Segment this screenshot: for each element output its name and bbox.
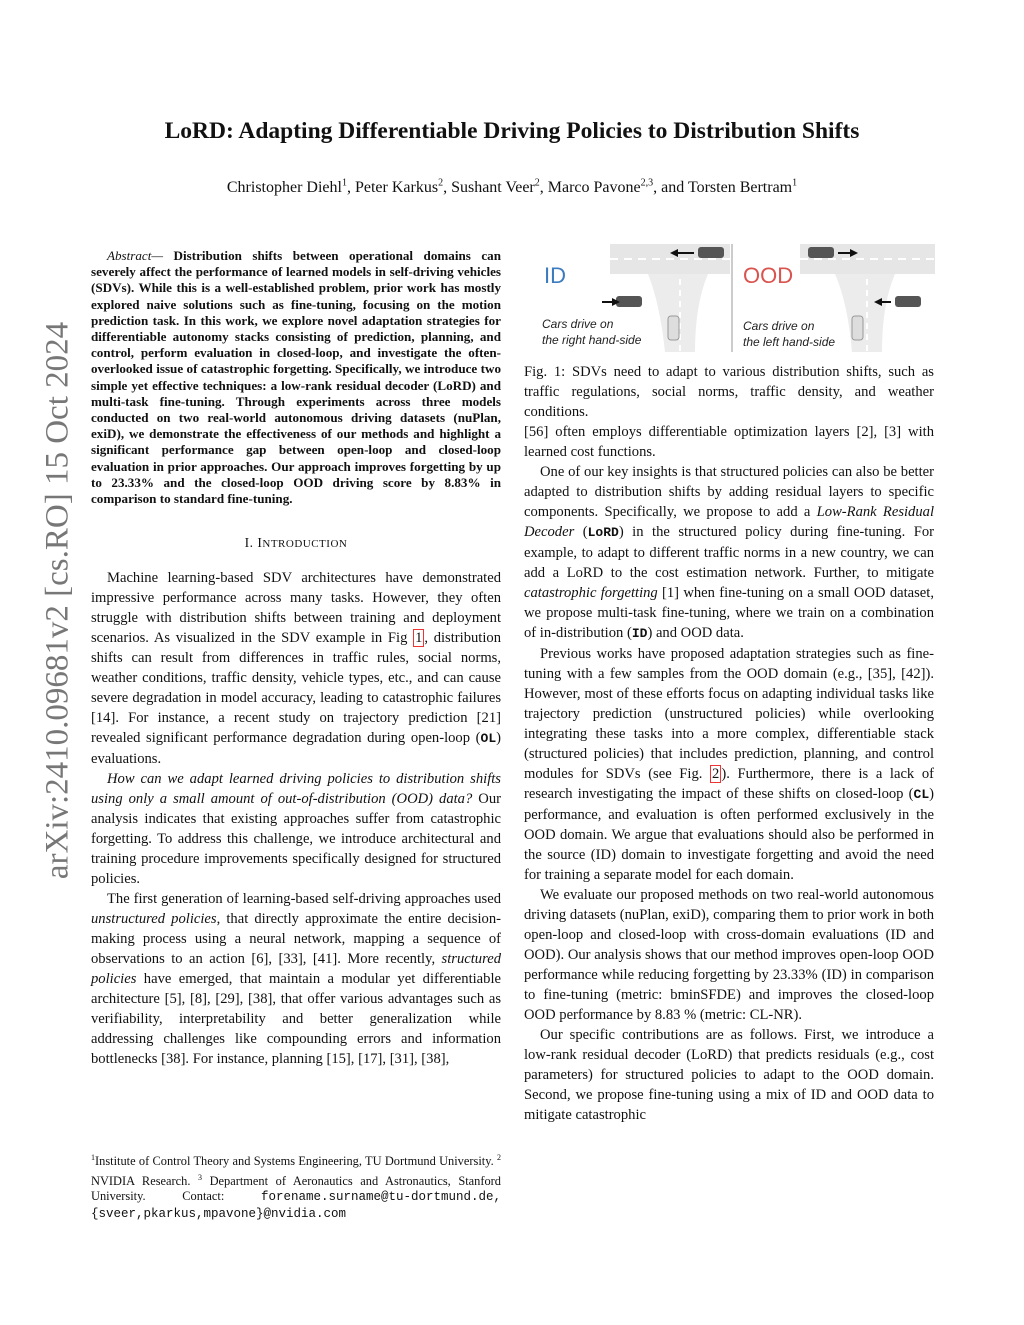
author: Christopher Diehl$^1$,: [226, 178, 355, 197]
figure-annotation-right: Cars drive on the left hand-side: [743, 319, 836, 349]
figure-label-id: ID: [544, 263, 566, 288]
intro-paragraph-2: How can we adapt learned driving policies to distribution shifts using only a small amount of out-of-distribution (OOD) data? Our analysis indicates that existing approaches suffer from catastrophic forgetting. To address this challenge, we introduce architectural and training procedure improvements specifically designed for structured policies.: [91, 771, 501, 888]
road-junction: [648, 274, 708, 352]
car: [808, 247, 834, 258]
intro-paragraph-1: Machine learning-based SDV architectures have demonstrated impressive performance across many tasks. However, they often struggle with distribution shifts between training and deployment scenarios. As visualized in the SDV example in Fig 1 , distribution shifts can result from differences in traffic rules, social norms, weather conditions, traffic density, vehicle types, etc., and can cause severe degradation in model accuracy, leading to catastrophic failures [14]. For instance, a recent study on trajectory prediction [21] revealed significant performance degradation during open-loop (OL) evaluations.: [91, 570, 501, 768]
ego-car: [668, 316, 679, 340]
abstract: Abstract— Distribution shifts between operational domains can severely affect the performance of learned models in self-driving vehicles (SDVs). While this is a well-established problem, prior work has mostly explored naive solutions such as fine-tuning, focusing on the motion prediction task. In this work, we explore novel adaptation strategies for differentiable autonomy stacks consisting of prediction, planning, and control, perform evaluation in closed-loop, and investigate the often-overlooked issue of catastrophic forgetting. Specifically, we introduce two simple yet effective techniques: a low-rank residual decoder (LoRD) and multi-task fine-tuning. Through experiments across three models conducted on two real-world autonomous driving datasets (nuPlan, exiD), we demonstrate the effectiveness of our methods and highlight a significant performance gap between open-loop and closed-loop evaluation in prior approaches. Our approach improves forgetting by up to 23.33% and the closed-loop OOD driving score by 8.83% in comparison to standard fine-tuning.: [91, 248, 501, 507]
contact-email[interactable]: forename.surname@tu-dortmund.de, {sveer,pkarkus,mpavone}@nvidia.com: [91, 1190, 501, 1221]
intro-paragraph-3: The first generation of learning-based self-driving approaches used unstructured policies, that directly approximate the entire decision-making process using a neural network, mapping a sequence of observations to an action [6], [33], [41]. More recently, structured policies have emerged, that maintain a modular yet differentiable architecture [5], [8], [29], [38], that offer various advantages such as verifiability, interpretability and better generalization while addressing challenges like compounding errors and information bottlenecks [38]. For instance, planning [15], [17], [31], [38],: [91, 891, 501, 1068]
left-column: [91, 248, 501, 1069]
figure-annotation-left: Cars drive on the right hand-side: [542, 317, 642, 347]
author: Peter Karkus$^2$,: [354, 178, 452, 197]
right-paragraph-0: [56] often employs differentiable optimization layers [2], [3] with learned cost functions.: [524, 424, 934, 460]
right-paragraph-1: One of our key insights is that structured policies can also be better adapted to distribution shifts by adding residual layers to specific components. Specifically, we propose to add a Low-Rank Residual Decoder (LoRD) in the structured policy during fine-tuning. For example, to adapt to different traffic norms in a new country, we can add a LoRD to the cost estimation network. Further, to mitigate catastrophic forgetting [1] when fine-tuning on a small OOD dataset, we propose multi-task fine-tuning, where we train on a combination of in-distribution (ID) and OOD data.: [524, 464, 934, 641]
road-junction: [835, 274, 895, 352]
footnote: $^1$Institute of Control Theory and Systems Engineering, TU Dortmund University. $^2$ NVIDIA Research. $^3$ Department of Aeronautics and Astronautics, Stanford University. Contact: forename.surname@tu-dortmund.de, {sveer,pkarkus,mpavone}@nvidia.com: [91, 1153, 501, 1221]
figure-caption: Fig. 1: SDVs need to adapt to various distribution shifts, such as traffic regulations, social norms, traffic density, and weather conditions.: [524, 364, 934, 420]
figure-1: [530, 244, 935, 352]
figure-label-ood: OOD: [743, 263, 794, 288]
section-heading: I. INTRODUCTION: [244, 535, 348, 551]
right-paragraph-3: We evaluate our proposed methods on two real-world autonomous driving datasets (nuPlan, exiD), comparing them to prior work in both open-loop and closed-loop with cross-domain evaluations (ID and OOD). Our analysis shows that our method improves open-loop OOD performance while reducing forgetting by 23.33% (ID) in comparison to fine-tuning (metric: bminSFDE) and improves the closed-loop OOD performance by 8.83 % (metric: CL-NR).: [524, 887, 934, 1023]
author-list: [0, 178, 1024, 197]
car: [616, 296, 642, 307]
right-paragraph-2: Previous works have proposed adaptation strategies such as fine-tuning with a few samples from the OOD domain (e.g., [35], [42]). However, most of these efforts focus on adapting individual tasks like trajectory prediction (unstructured policies) while overlooking integrating these tasks into a more complex, differentiable stack (structured policies) that includes prediction, planning, and control modules for SDVs (see Fig. 2 ). Furthermore, there is a lack of research investigating the impact of these shifts on closed-loop (CL) performance, and evaluation is often performed exclusively in the OOD domain. We argue that evaluations should also be performed in the source (ID) domain to investigate forgetting and avoid the need for training a separate model for each domain.: [524, 646, 934, 883]
figure-link[interactable]: 2: [712, 766, 720, 782]
author: Marco Pavone$^{2,3}$, and: [547, 178, 688, 197]
author: Torsten Bertram$^1$: [687, 178, 798, 197]
ego-car: [852, 316, 863, 340]
right-paragraph-4: Our specific contributions are as follows. First, we introduce a low-rank residual decoder (LoRD) that predicts residuals (e.g., cost parameters) for structured policies to adapt to the OOD domain. Second, we propose fine-tuning using a mix of ID and OOD data to mitigate catastrophic: [524, 1027, 934, 1123]
paper-title: LoRD: Adapting Differentiable Driving Policies to Distribution Shifts: [164, 118, 860, 144]
author: Sushant Veer$^2$,: [451, 178, 548, 197]
car: [698, 247, 724, 258]
right-column: [524, 362, 934, 1125]
figure-link[interactable]: 1: [415, 630, 423, 647]
car: [895, 296, 921, 307]
